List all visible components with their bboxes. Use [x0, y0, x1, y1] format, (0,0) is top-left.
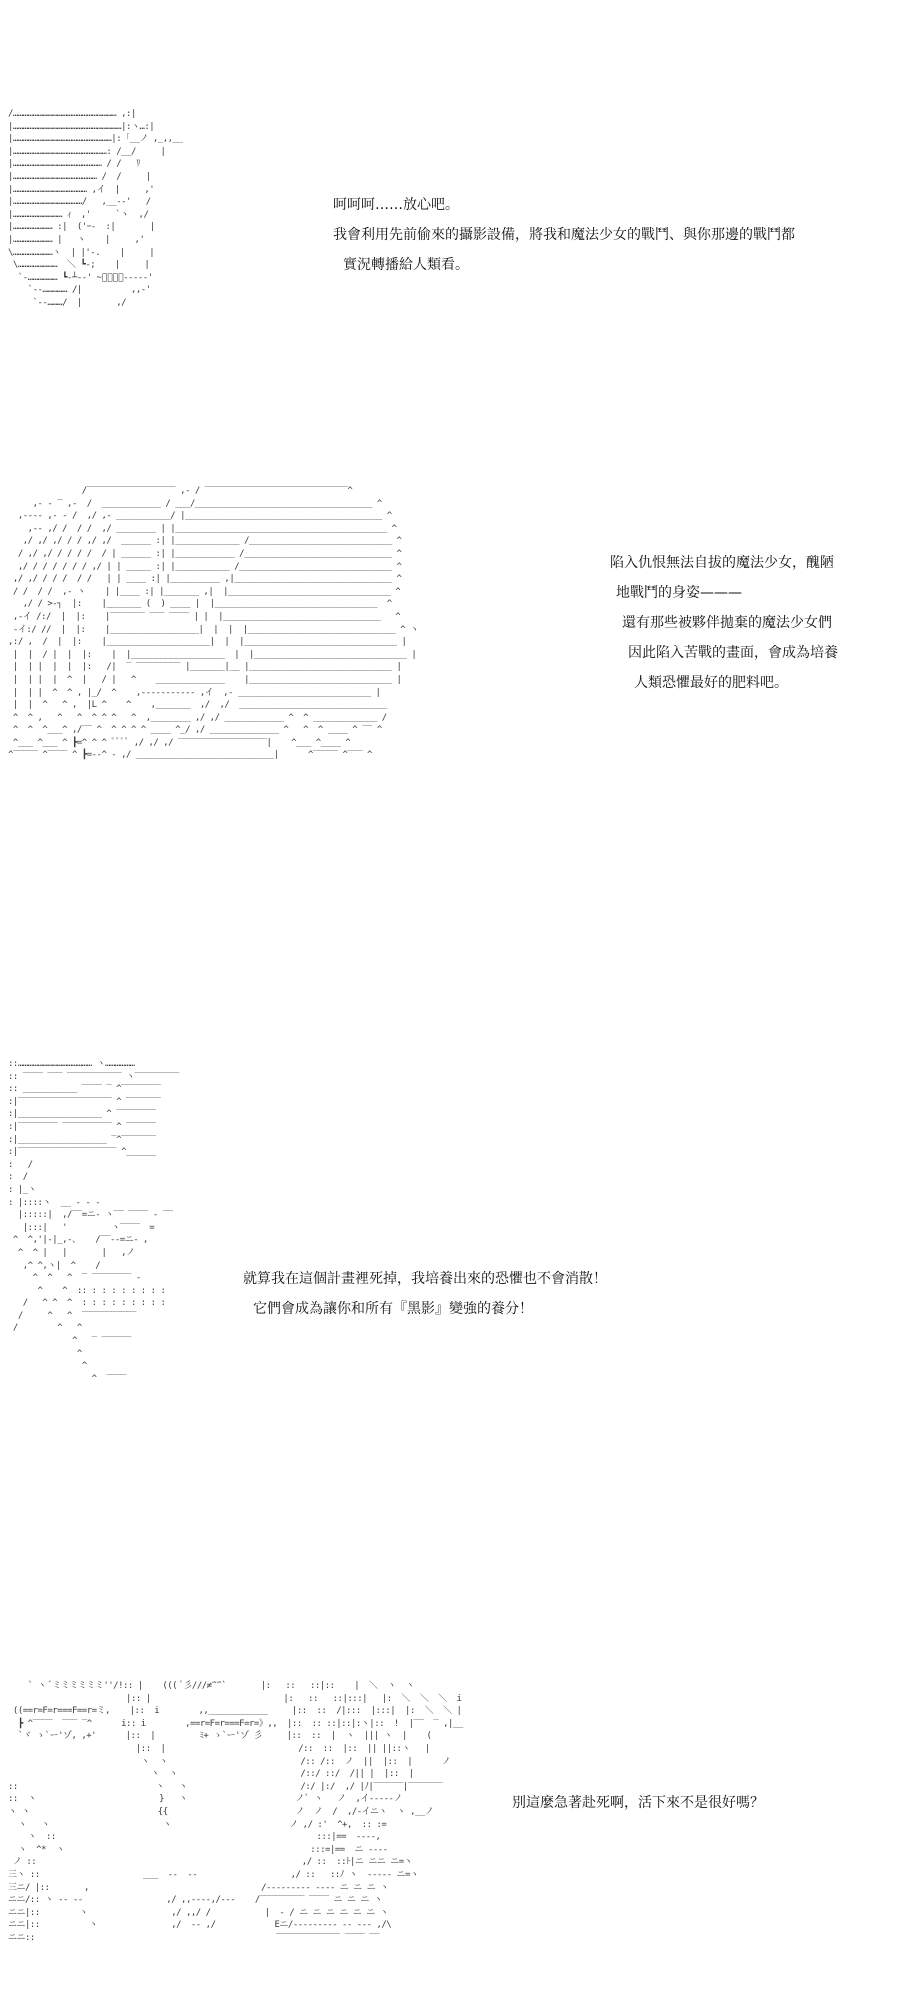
ascii-art-figure-3: ::……………………………………… ヽ……………… :: ‾‾‾‾ ‾‾‾ ‾‾‾‾‾‾‾‾‾‾‾ ヽ‾‾‾‾‾‾‾‾‾ :: ___________ ‾‾‾‾ ‾ ^‾‾‾‾‾‾‾‾ :|‾‾‾‾‾‾‾‾‾‾‾‾‾‾‾‾‾‾‾ ^ ‾‾‾‾‾‾‾ :|_________________ ^ ‾‾‾‾‾‾‾‾ :|‾‾‾‾‾‾‾‾ ‾‾‾‾‾‾‾‾‾‾ ^ ‾‾‾‾‾‾ :|__________________ ‾^‾‾‾‾‾‾‾ :|‾‾‾‾‾‾‾‾‾‾‾‾‾‾‾‾‾‾‾‾ ^______ : / : / : |_ヽ : |::::ヽ __ ‐ ‐ ‐ |:::::| ,/‾‾=ニ- ヽ‾‾ ‾‾‾‾ ‐ ‾‾ |:::| ' ヽ‾‾‾‾ = ^ ^,'|-|_,-、 /‾‾‐‐=ニ- , ^ ^ | | | ,ノ ,^ ^,ヽ| ^ / ^ ^ ^ ‾ ‾‾‾‾‾‾‾‾ ‐ ^ ^ :: : : : : : : : : / ^ ^ ^ : : : : : : : : : / ^ ^ ‾‾‾‾‾‾‾‾‾‾‾ / ^ ^ ^ ‾ ‾‾‾‾‾‾ ^ ^ ^ ‾‾‾‾ — [8, 1059, 179, 1384]
dialogue-line: 我會利用先前偷來的攝影設備，將我和魔法少女的戰鬥、與你那邊的戰鬥都 — [333, 227, 795, 243]
dialogue-2 — [608, 548, 838, 698]
dialogue-1 — [333, 190, 795, 280]
dialogue-line: 它們會成為讓你和所有『黑影』變強的養分！ — [253, 1301, 533, 1317]
dialogue-line: 別這麼急著赴死啊，活下來不是很好嗎？ — [512, 1795, 764, 1811]
dialogue-line: 陷入仇恨無法自拔的魔法少女，醜陋 — [610, 555, 834, 571]
dialogue-line: 實況轉播給人類看。 — [343, 257, 469, 273]
dialogue-line: 就算我在這個計畫裡死掉，我培養出來的恐懼也不會消散！ — [243, 1271, 607, 1287]
dialogue-line: 呵呵呵……放心吧。 — [333, 197, 459, 213]
dialogue-line: 人類恐懼最好的肥料吧。 — [634, 675, 788, 691]
ascii-art-figure-4: ` ヽ ﾞミミミミミミ''/!:: | ((( ﾞ彡///≠‴‴` |: :: ::|:: | ＼ ヽ ヽ |:: | |: :: ::|:::| |: ＼ ＼ ＼ i ((==r=F=r===F==r=ミ, |:: i ,,____________ |:: :: /|::: |:::| |: ＼ ＼ | ┣ ^‾‾‾‾ ‾‾‾ ‾^ i:: i ,==r=F=r===F=r=》,, |:: :: ::|::|:ヽ|:: ! |‾‾ ‾ ,|__ `ヾ ゝ`ー'ゾ, ,+' |:: | ﾐ+ ゝ`ー'ゾ 彡 |:: :: | ヽ ||| ヽ | ( |:: | /:: :: |:: || ||::ヽ | ヽ ヽ /:: /:: ノ || |:: | ノ ヽ ヽ /::/ ::/ /|| | |:: | :: ヽ ヽ /:/ |:/ ,/ |ﾉ|‾‾‾‾‾‾|‾‾‾‾‾‾‾ :: ヽ } ヽ ノ` ヽ ノ ,イ-‐‐‐‐ノ ヽ ヽ {{ ノ ノ / ,/-イニヽ ヽ ,__ノ ヽ ヽ ヽ ノ ,/ :' ^+, :: := ヽ :: :::|== ‐‐‐‐, ヽ ^* ヽ :::=|== ニ ‐‐‐‐ ノ :: ,/ :: ::ﾄ|ニ ニニ ニ=ヽ 三ヽ :: ___ ‐‐ ‐‐ ,/ :: ::ﾉ ヽ ‐‐‐‐‐ ニ=ヽ 三ニ/ |:: , /‐‐‐‐‐‐‐‐‐ ‐‐‐‐ ニ ニ ニ ヽ ニニ/:: ヽ ‐‐ ‐‐ ,/ ,,--‐‐,/‐‐‐ /‾‾‾‾‾‾‾‾‾ ‾‾‾‾ ニ ニ ニ ヽ ニニ|:: ヽ ,/ ,,/ / | ‐ / ニ ニ ニ ニ ニ ニ ヽ ニニ|:: ヽ ,/ ‐‐ ,/ Eニ/‐‐‐‐‐‐‐‐‐ ‐‐ ‐‐‐ ,/\ ニニ:: ‾‾‾‾‾‾‾‾‾‾‾‾‾ ‾‾‾‾ ‾‾ — [8, 1681, 463, 1943]
dialogue-3 — [243, 1264, 607, 1324]
ascii-art-figure-1: /……………………………………………………… ,:| |…………………………………………………………|:ヽ…:| |……………………………………………………|:「__ノ ,_,,__ |…………………………………………………: /__/ | |……………………………………………… / / ﾘ |…………………………………………… / / | |……………………………………… ,イ | ,' |……………………………………/ ,__-‐' / |………………………… ｨ ,' `ヽ ,/ |…………………… :| ('ｰ- :| | |…………………… | ヽ | ,' \……………………ヽ | |'-. | | \…………………… ＼ ┗-; | | `-……………… ┗-┴-‐' ~ﾟﾟﾟﾟ-----' `‐-…………… /| ,,-' `‐-………/ | ,/ — [8, 109, 183, 308]
ascii-art-figure-2: /‾‾‾‾‾‾‾‾‾‾‾‾‾‾‾‾‾‾ ,- / ‾‾‾‾‾‾‾‾‾‾‾‾‾‾‾‾‾‾‾‾‾‾‾‾‾‾‾‾‾^ ,- ‐ ‾ ,- / ____________ / ___/____________________________________ ^ ,--‐‐ ,- ‐ / ,/ ,‐ ___________/ |________________________________________ ^ ,-‐ ,/ / / / ,/ ________ | |___________________________________________ ^ ,/ ,/ ,/ / / ,/ ,/ ______ :| |_____________ /_____________________________ ^ / ,/ ,/ / / / / / | ______ :| |____________ /______________________________ ^ ,/ / / / / / / ,/ | | _____ :| |___________ /_______________________________ ^ ,/ ,/ / / / / / | | ____ :| |__________ ,|________________________________ ^ / / / / ,‐ ヽ | |____ :| |_______ ,| |_________________________________ ^ ,/ / >-┐ |: |_______ ( ) ____ | |_________________________________ ^ ,-イ /:/ | |: |‾‾‾‾‾‾‾ ‾‾‾ ‾‾‾‾ | | |________________________________ ^ -イ:/ // | |: |__________________| | | |______________________________ ^ ヽ ,:/ , / | |: |_____________________| | |_______________________________ | | | / | | |: | |___________________ | |_______________________________ | | | | | | |: /| ‾ ‾‾‾‾‾‾‾‾‾ |_______|__ |_____________________________ | | | | | ^ | / | ^ ______________ |_____________________________ | | | | ^ ^ , |_/ ^ ,----------- ,イ ,‐ ___________________________ | | | ^ ^ , |L ^ ^ ,_______ ,/ ,/ ______________________________ ^ ^ , ^ ^ ^ ^ ^ ^ ,________ ,/ ,/ ____________ ^ ^ _____________ / ^ ^ ^___^ ,/‾‾ ^ ^ ^ ^ ^ ____ ^_/ ,/ ______________ ^ ^ ^ ____ ^ ‾‾ ^ ^___ ^___ ^ ┣=^ ^ ^ ﾟﾟﾟﾟ ,/ ,/ ,/ ‾‾‾‾‾‾‾‾‾‾‾‾‾‾‾‾‾‾| ^___ ^____ ^ ^‾‾‾‾‾ ^‾‾‾‾ ^ ┣=‐-^ ‐ ,/ ____________________________| ^‾‾‾‾‾ ^‾‾‾ ^ — [8, 486, 419, 761]
dialogue-line: 還有那些被夥伴拋棄的魔法少女們 — [622, 615, 832, 631]
dialogue-line: 因此陷入苦戰的畫面，會成為培養 — [628, 645, 838, 661]
dialogue-line: 地戰鬥的身姿——— — [616, 585, 742, 601]
dialogue-4 — [512, 1788, 764, 1818]
